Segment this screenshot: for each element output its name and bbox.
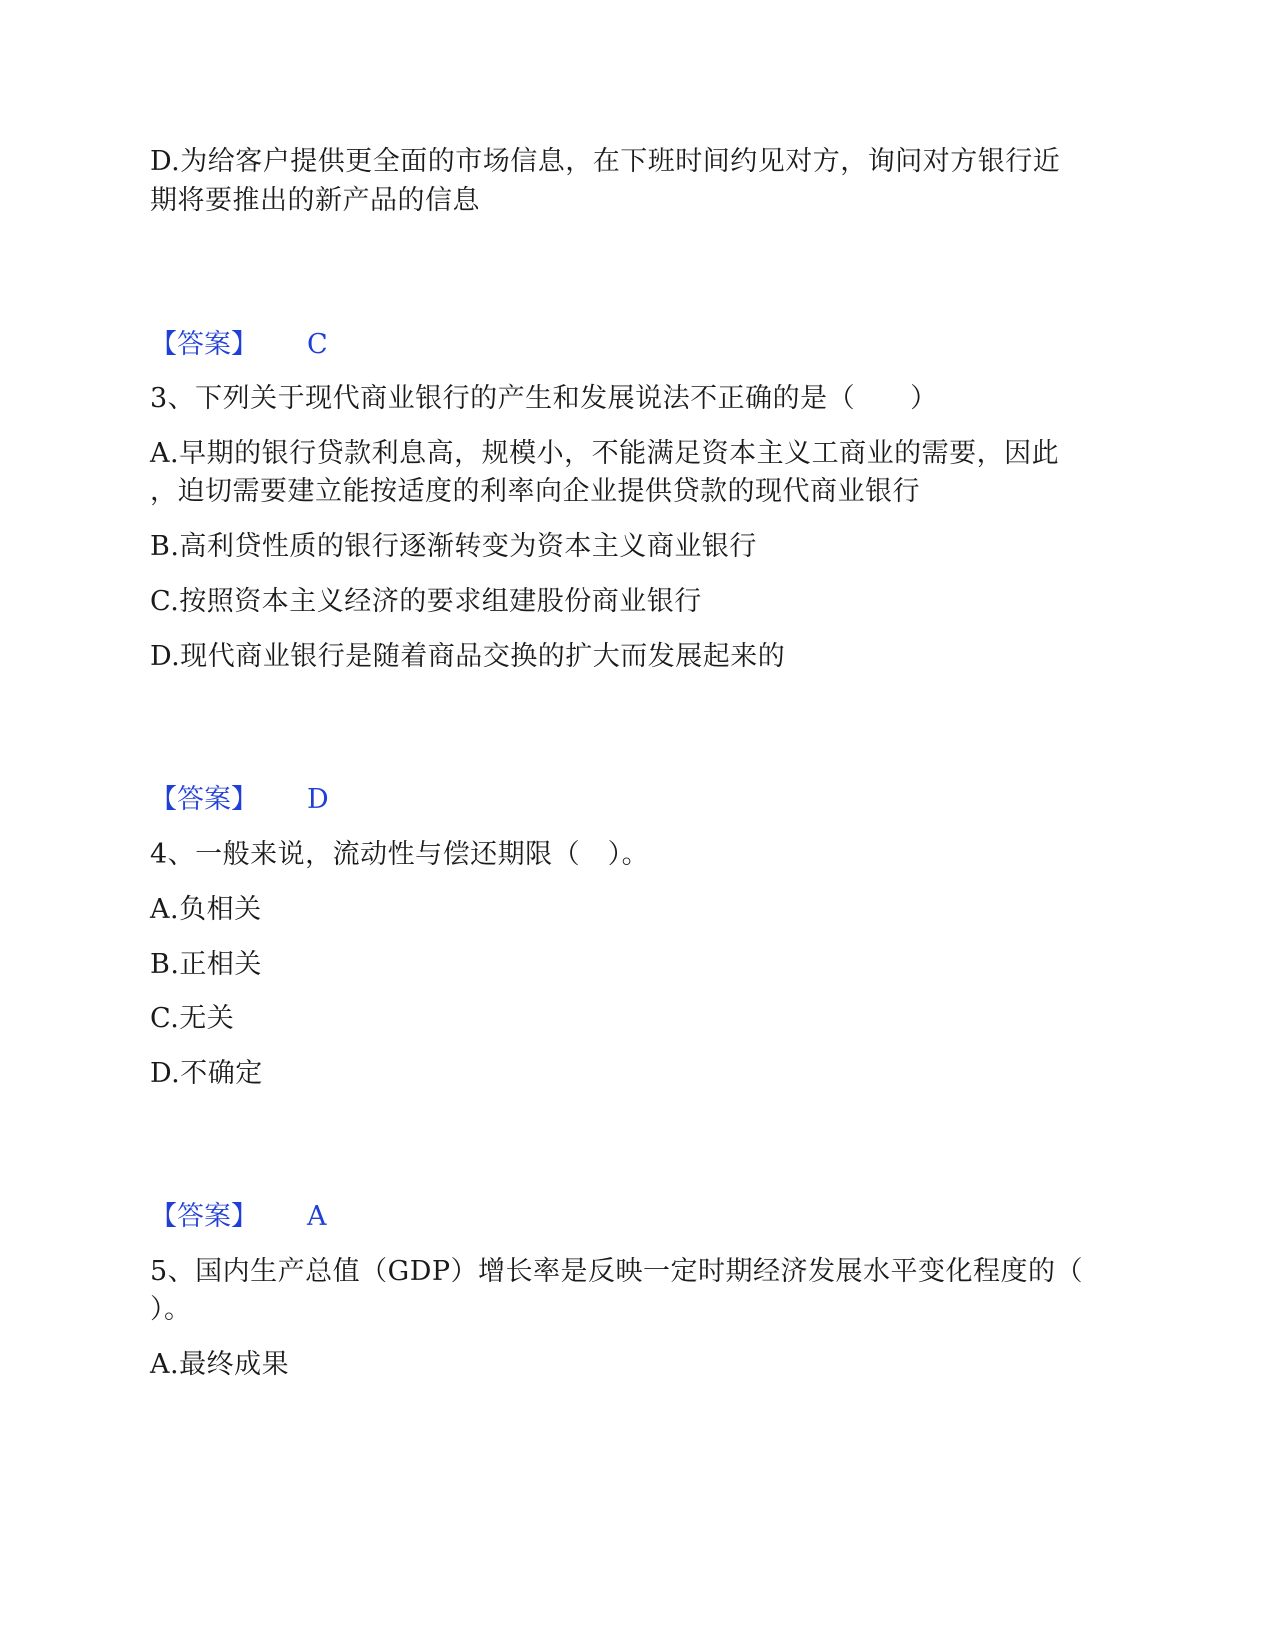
question-3-option-c: C.按照资本主义经济的要求组建股份商业银行 (150, 586, 702, 617)
prev-option-d-line1: D.为给客户提供更全面的市场信息，在下班时间约见对方，询问对方银行近 (150, 146, 1061, 177)
question-3-option-a-line1: A.早期的银行贷款利息高，规模小，不能满足资本主义工商业的需要，因此 (150, 438, 1060, 469)
question-5-option-a: A.最终成果 (150, 1349, 290, 1380)
question-5-stem-line1: 5、国内生产总值（GDP）增长率是反映一定时期经济发展水平变化程度的（ (150, 1256, 1084, 1287)
prev-option-d-line2: 期将要推出的新产品的信息 (150, 185, 480, 216)
answer-value: C (307, 329, 328, 360)
question-3-option-d: D.现代商业银行是随着商品交换的扩大而发展起来的 (150, 641, 786, 672)
question-4-option-b: B.正相关 (150, 949, 262, 980)
answer-value: D (307, 784, 329, 815)
question-5-stem-line2: ）。 (150, 1294, 192, 1325)
question-3-stem: 3、下列关于现代商业银行的产生和发展说法不正确的是（ ） (150, 383, 938, 414)
question-4-option-d: D.不确定 (150, 1058, 263, 1089)
answer-value: A (307, 1201, 327, 1232)
answer-label: 【答案】 (150, 329, 258, 360)
question-4-option-a: A.负相关 (150, 894, 262, 925)
question-3-option-a-line2: ，迫切需要建立能按适度的利率向企业提供贷款的现代商业银行 (150, 476, 920, 507)
question-4-option-c: C.无关 (150, 1003, 235, 1034)
question-3-option-b: B.高利贷性质的银行逐渐转变为资本主义商业银行 (150, 531, 757, 562)
question-4-stem: 4、一般来说，流动性与偿还期限（ ）。 (150, 839, 650, 870)
answer-label: 【答案】 (150, 1201, 258, 1232)
answer-label: 【答案】 (150, 784, 258, 815)
